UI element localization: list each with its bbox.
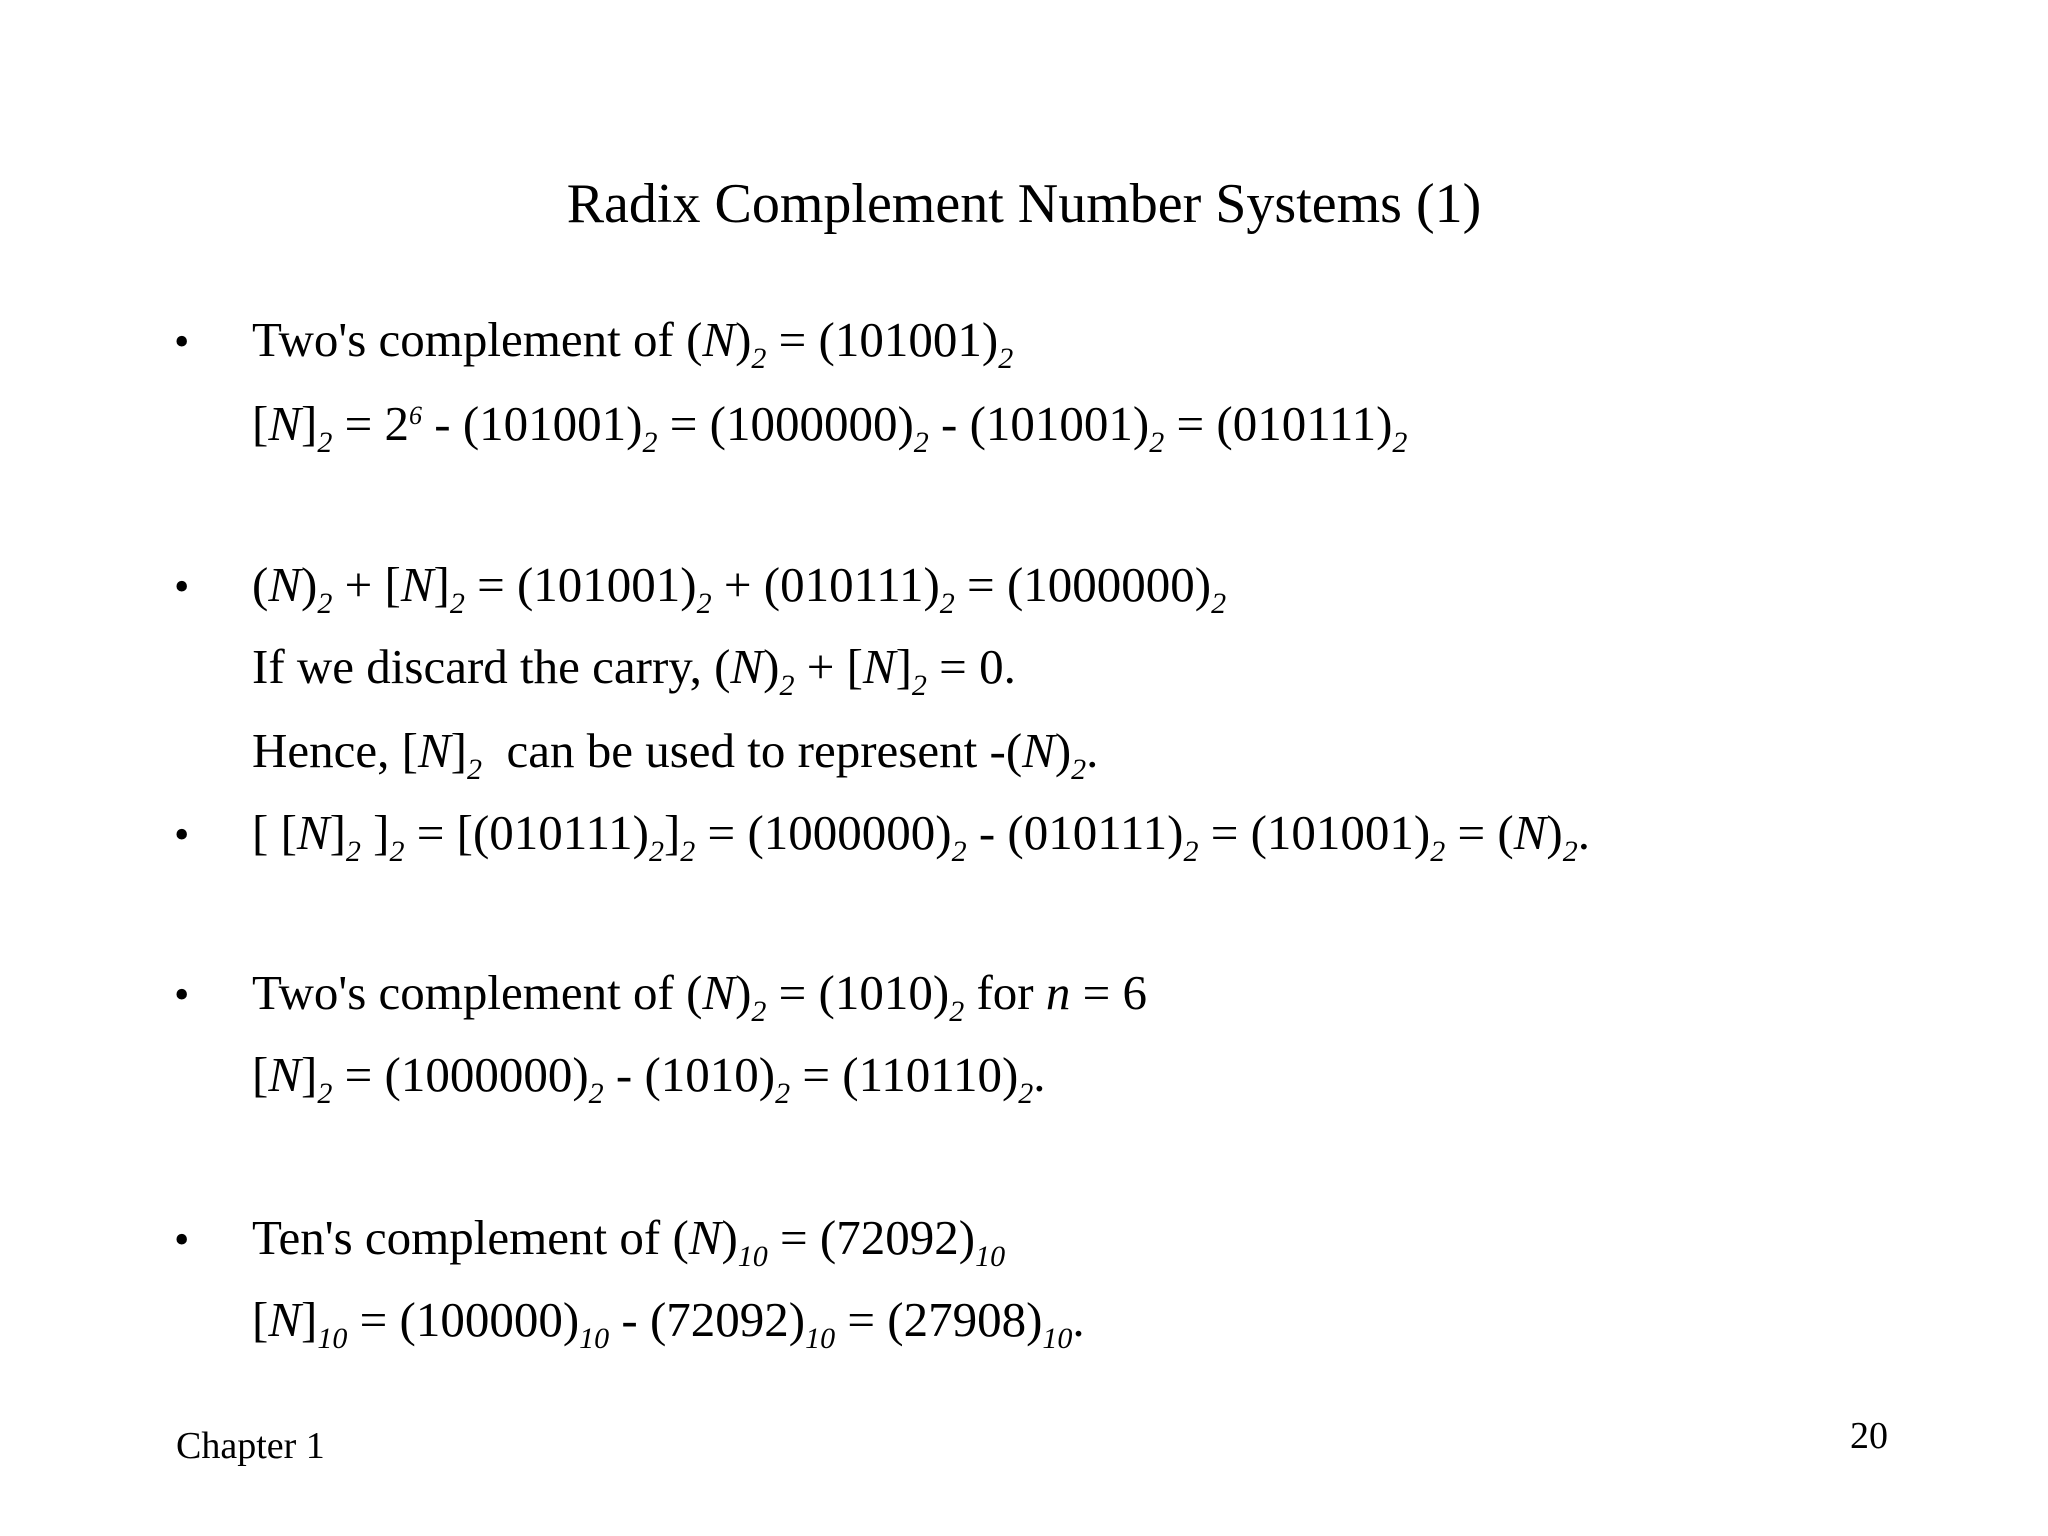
bullet-marker: • [174, 810, 190, 859]
bullet-marker: • [174, 562, 190, 611]
bullet-marker: • [174, 317, 190, 366]
slide-title: Radix Complement Number Systems (1) [566, 173, 1482, 235]
bullet-1-line-2: $[N]_2 = 2^6 - (101001)_2 = (1000000)_2 - (101001)_2 = (010111)_2$ [252, 396, 1408, 459]
bullet-5-line-1: Ten's complement of $(N)_{10} = (72092)_{10}$ [252, 1210, 1006, 1273]
bullet-4-line-2: $[N]_2 = (1000000)_2 - (1010)_2 = (110110)_2$. [252, 1047, 1046, 1110]
bullet-2-line-2: If we discard the carry, $(N)_2 + [N]_2 = 0$. [252, 639, 1016, 702]
footer-page-number: 20 [1850, 1415, 1888, 1457]
bullet-5-line-2: $[N]_{10} = (100000)_{10} - (72092)_{10} = (27908)_{10}$. [252, 1292, 1085, 1355]
bullet-marker: • [174, 970, 190, 1019]
bullet-3-line-1: [ $[N]_2$ ]$_2 = [(010111)_2]_2 = (1000000)_2 - (010111)_2 = (101001)_2 = (N)_2$. [252, 805, 1590, 868]
bullet-2-line-1: $(N)_2 + [N]_2 = (101001)_2 + (010111)_2 = (1000000)_2$ [252, 557, 1227, 620]
bullet-2-line-3: Hence, $[N]_2$ can be used to represent $-(N)_2$. [252, 723, 1099, 786]
bullet-marker: • [174, 1215, 190, 1264]
bullet-4-line-1: Two's complement of $(N)_2 = (1010)_2$ for n = 6 [252, 965, 1147, 1028]
bullet-1-line-1: Two's complement of $(N)_2 = (101001)_2$ [252, 312, 1014, 375]
footer-chapter: Chapter 1 [176, 1425, 325, 1467]
